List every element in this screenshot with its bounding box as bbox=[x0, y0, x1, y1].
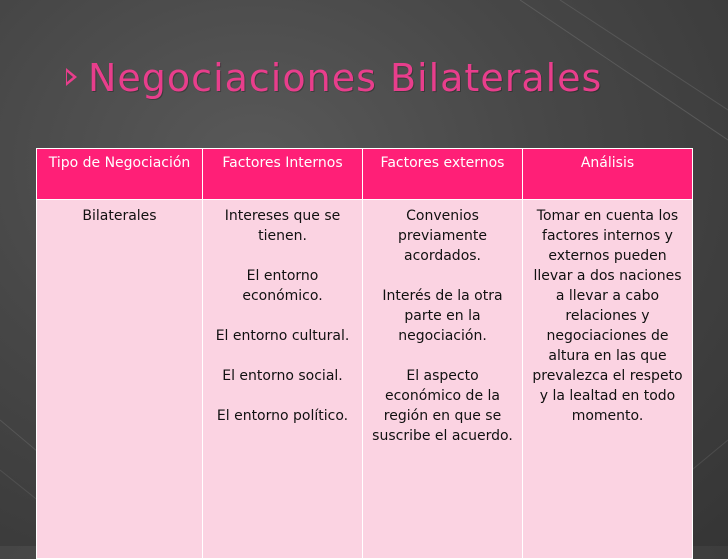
internal-factor-item: Intereses que se tienen. bbox=[224, 208, 341, 244]
cell-analisis bbox=[523, 200, 693, 559]
cell-tipo bbox=[37, 200, 203, 559]
external-factor-item: Convenios previamente acordados. bbox=[398, 208, 487, 264]
cell-factores-internos bbox=[203, 200, 363, 559]
title-bullet-icon bbox=[66, 68, 77, 86]
header-factores-internos: Factores Internos bbox=[203, 149, 363, 200]
analysis-text: Tomar en cuenta los factores internos y externos pueden llevar a dos naciones a llevar a cabo relaciones y negociaciones de altura en las que prevalezca el respeto y la lealtad en todo momento. bbox=[532, 208, 683, 424]
internal-factor-item: El entorno cultural. bbox=[215, 328, 350, 344]
table-row bbox=[37, 200, 693, 559]
negotiation-table bbox=[36, 148, 693, 559]
slide-title: Negociaciones Bilaterales bbox=[88, 56, 603, 100]
cell-tipo-text: Bilaterales bbox=[82, 208, 157, 224]
external-factor-item: El aspecto económico de la región en que se suscribe el acuerdo. bbox=[372, 368, 513, 444]
table-header-row bbox=[37, 149, 693, 200]
internal-factor-item: El entorno social. bbox=[222, 368, 343, 384]
header-analisis: Análisis bbox=[523, 149, 693, 200]
internal-factor-item: El entorno político. bbox=[216, 408, 349, 424]
header-tipo: Tipo de Negociación bbox=[37, 149, 203, 200]
external-factor-item: Interés de la otra parte en la negociación. bbox=[382, 288, 503, 344]
internal-factor-item: El entorno económico. bbox=[242, 268, 323, 304]
header-factores-externos: Factores externos bbox=[363, 149, 523, 200]
cell-factores-externos bbox=[363, 200, 523, 559]
